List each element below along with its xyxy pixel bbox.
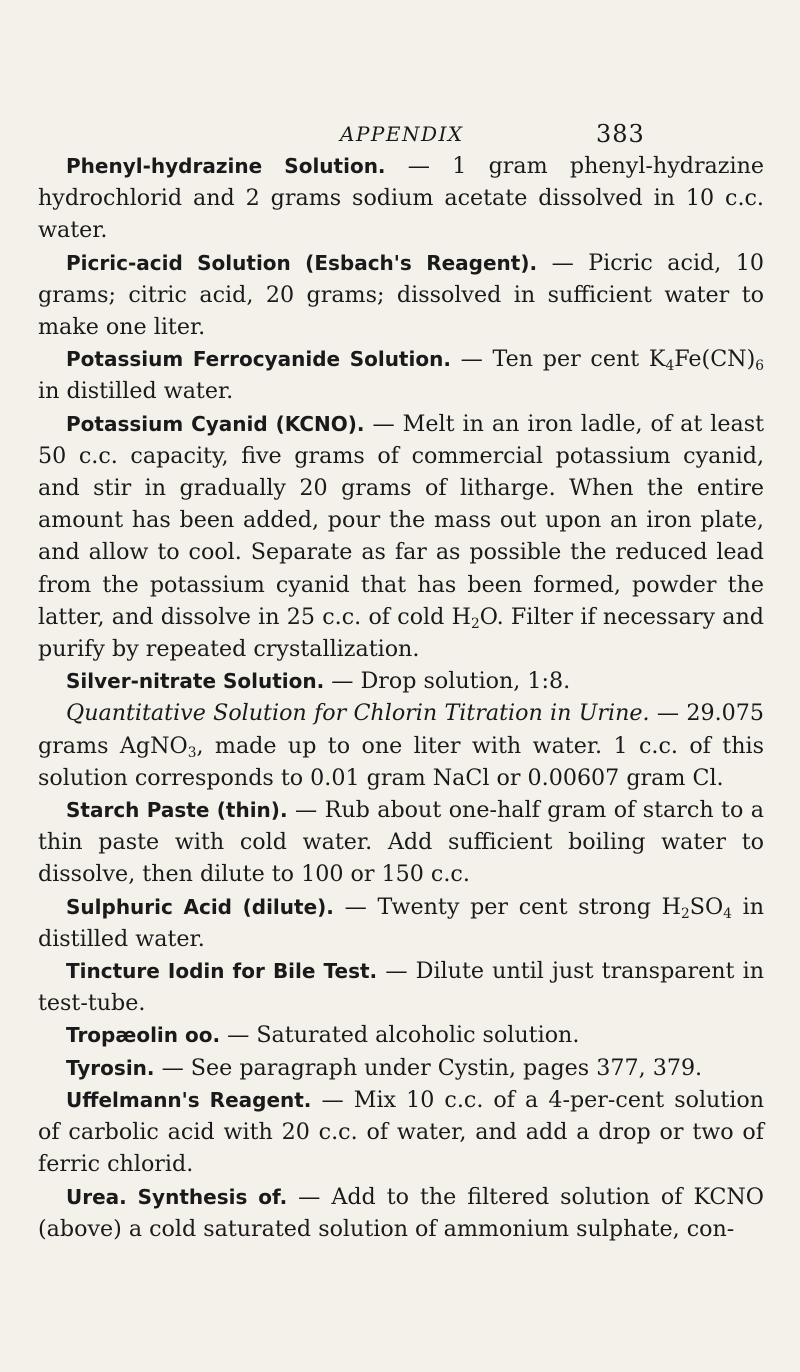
entry-starch-paste xyxy=(38,794,764,891)
entry-text: — See paragraph under Cystin, pages 377, 379. xyxy=(154,1054,703,1081)
entry-tincture-iodin xyxy=(38,955,764,1019)
entry-heading: Tropæolin oo. xyxy=(66,1023,221,1048)
entry-heading: Potassium Cyanid (KCNO). xyxy=(66,411,365,436)
entry-heading: Sulphuric Acid (dilute). xyxy=(66,894,334,919)
running-head xyxy=(0,122,800,152)
entry-text: — Ten per cent K xyxy=(450,346,666,373)
entry-text: Fe(CN) xyxy=(674,346,756,373)
entry-phenyl-hydrazine xyxy=(38,150,764,247)
page-number: 383 xyxy=(596,120,645,148)
entry-text: in distilled water. xyxy=(38,378,234,405)
entry-sulphuric-acid xyxy=(38,891,764,955)
entry-heading: Uffelmann's Reagent. xyxy=(66,1087,312,1112)
subscript: 4 xyxy=(723,905,732,922)
entry-tyrosin xyxy=(38,1052,764,1084)
entry-uffelmann-reagent xyxy=(38,1084,764,1181)
running-title: APPENDIX xyxy=(340,122,464,146)
entry-text: SO xyxy=(689,893,724,920)
entry-text: O. Filter if necessary and purify by repeated crystallization. xyxy=(38,603,765,663)
entry-heading: Phenyl-hydrazine Solution. xyxy=(66,154,386,178)
entry-potassium-ferrocyanide xyxy=(38,343,764,407)
entry-heading: Potassium Ferrocyanide Solution. xyxy=(66,347,451,372)
entry-text: — Rub about one-half gram of starch to a thin paste with cold water. Add sufficient boiling water to dissolve, then dilute to 100 or 150 c.c. xyxy=(38,797,764,888)
entry-picric-acid xyxy=(38,247,764,344)
entry-text: , made up to one liter with water. 1 c.c. of this solution corresponds to 0.01 gram NaCl or 0.00607 gram Cl. xyxy=(38,732,764,791)
subscript: 6 xyxy=(755,358,764,375)
entry-text: — 1 gram phenyl-hydrazine hydrochlorid and 2 grams sodium acetate dissolved in 10 c.c. water. xyxy=(38,153,764,244)
entry-heading: Quantitative Solution for Chlorin Titration in Urine. xyxy=(66,700,650,727)
subscript: 2 xyxy=(470,615,480,632)
entry-heading: Urea. Synthesis of. xyxy=(66,1184,288,1209)
entry-silver-nitrate xyxy=(38,665,764,697)
entry-urea-synthesis xyxy=(38,1181,764,1245)
entry-tropaeolin xyxy=(38,1019,764,1051)
entry-text: — Saturated alcoholic solution. xyxy=(220,1022,580,1049)
subscript: 3 xyxy=(187,744,197,761)
entry-text: — Picric acid, 10 grams; citric acid, 20 grams; dissolved in sufficient water to make one liter. xyxy=(38,249,765,341)
entry-text: — 29.075 grams AgNO xyxy=(38,700,764,759)
entry-text: — Add to the filtered solution of KCNO (above) a cold saturated solution of ammonium sulphate, con- xyxy=(38,1183,765,1242)
entry-text: in distilled water. xyxy=(38,893,764,952)
entry-heading: Tincture Iodin for Bile Test. xyxy=(66,959,378,984)
subscript: 2 xyxy=(681,905,690,922)
entry-chlorin-titration xyxy=(38,697,764,794)
entry-text: — Dilute until just transparent in test-tube. xyxy=(38,958,764,1017)
entry-heading: Starch Paste (thin). xyxy=(66,798,288,823)
entry-text: — Twenty per cent strong H xyxy=(333,893,682,920)
entry-text: — Mix 10 c.c. of a 4-per-cent solution of carbolic acid with 20 c.c. of water, and add a drop or two of ferric chlorid. xyxy=(38,1086,765,1178)
page-body xyxy=(38,150,764,1245)
subscript: 4 xyxy=(665,358,675,375)
entry-text: — Drop solution, 1:8. xyxy=(324,668,571,695)
entry-text: — Melt in an iron ladle, of at least 50 c.c. capacity, five grams of commercial potassium cyanid, and stir in gradually 20 grams of litharge. When the entire amount has been added, pour the mass out upon an iron plate, and allow to cool. Separate as far as possible the reduced lead from the potassium cyanid that has been formed, powder the latter, and dissolve in 25 c.c. of cold H xyxy=(38,410,764,630)
entry-potassium-cyanid xyxy=(38,408,764,666)
entry-heading: Tyrosin. xyxy=(66,1055,155,1080)
entry-heading: Picric-acid Solution (Esbach's Reagent). xyxy=(66,250,538,275)
entry-heading: Silver-nitrate Solution. xyxy=(66,669,325,694)
